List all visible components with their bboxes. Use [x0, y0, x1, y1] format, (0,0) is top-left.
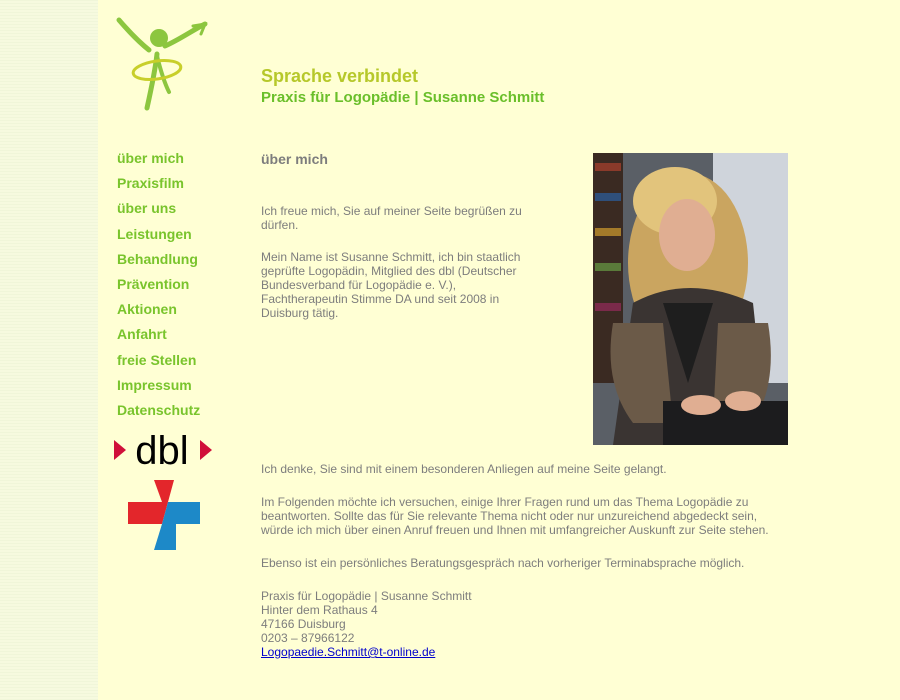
nav-item-aktionen	[117, 300, 237, 325]
site-title: Sprache verbindet	[261, 66, 419, 86]
contact-street: Hinter dem Rathaus 4	[261, 603, 378, 617]
nav-item-datenschutz	[117, 401, 237, 426]
concern-paragraph: Ich denke, Sie sind mit einem besonderen Anliegen auf meine Seite gelangt.	[261, 462, 667, 476]
nav-link-praxisfilm[interactable]: Praxisfilm	[117, 175, 184, 192]
site-header	[261, 66, 544, 107]
nav-item-impressum	[117, 376, 237, 401]
nav-item-leistungen	[117, 225, 237, 250]
dbl-logo[interactable]	[114, 428, 214, 470]
dbl-right-triangle	[200, 440, 212, 460]
nav-link-impressum[interactable]: Impressum	[117, 376, 192, 393]
nav-link-ueber-mich[interactable]: über mich	[117, 150, 184, 166]
contact-block	[261, 589, 781, 659]
nav-item-ueber-uns	[117, 199, 237, 224]
dbl-logo-text: dbl	[135, 429, 189, 470]
medical-cross-logo[interactable]	[128, 480, 200, 550]
decorative-stripes	[0, 0, 98, 700]
contact-email-link[interactable]: Logopaedie.Schmitt@t-online.de	[261, 645, 436, 659]
intro-paragraph: Ich freue mich, Sie auf meiner Seite begrüßen zu dürfen.	[261, 204, 522, 232]
nav-item-behandlung	[117, 250, 237, 275]
nav-link-leistungen[interactable]: Leistungen	[117, 225, 192, 242]
nav-link-datenschutz[interactable]: Datenschutz	[117, 401, 201, 418]
nav-link-freie-stellen[interactable]: freie Stellen	[117, 351, 197, 368]
nav-item-freie-stellen	[117, 351, 237, 376]
nav-item-praevention	[117, 275, 237, 300]
nav-link-aktionen[interactable]: Aktionen	[117, 301, 177, 318]
dbl-left-triangle	[114, 440, 126, 460]
main-navigation	[117, 149, 237, 426]
page-heading: über mich	[261, 151, 328, 167]
consultation-paragraph: Ebenso ist ein persönliches Beratungsgespräch nach vorheriger Terminabsprache möglich.	[261, 556, 745, 570]
contact-phone: 0203 – 87966122	[261, 631, 355, 645]
nav-link-ueber-uns[interactable]: über uns	[117, 200, 177, 217]
contact-city: 47166 Duisburg	[261, 617, 346, 631]
nav-item-anfahrt	[117, 325, 237, 350]
nav-link-anfahrt[interactable]: Anfahrt	[117, 326, 167, 343]
questions-paragraph: Im Folgenden möchte ich versuchen, einige Ihrer Fragen rund um das Thema Logopädie zu beantworten. Sollte das für Sie relevante Thema nicht oder nur unzureichend abgedeckt sein, würde ich mich über einen Anruf freuen und Ihnen mit umfangreicher Auskunft zur Seite stehen.	[261, 495, 769, 537]
contact-name: Praxis für Logopädie | Susanne Schmitt	[261, 589, 472, 603]
site-subtitle: Praxis für Logopädie | Susanne Schmitt	[261, 89, 545, 106]
nav-item-ueber-mich	[117, 149, 237, 174]
nav-item-praxisfilm	[117, 174, 237, 199]
nav-link-behandlung[interactable]: Behandlung	[117, 250, 198, 267]
portrait-photo	[593, 153, 788, 445]
nav-link-praevention[interactable]: Prävention	[117, 275, 190, 292]
practice-logo[interactable]	[113, 14, 213, 114]
bio-paragraph: Mein Name ist Susanne Schmitt, ich bin staatlich geprüfte Logopädin, Mitglied des dbl (Deutscher Bundesverband für Logopädie e. V.), Fachtherapeutin Stimme DA und seit 2008 in Duisburg tätig.	[261, 250, 521, 320]
